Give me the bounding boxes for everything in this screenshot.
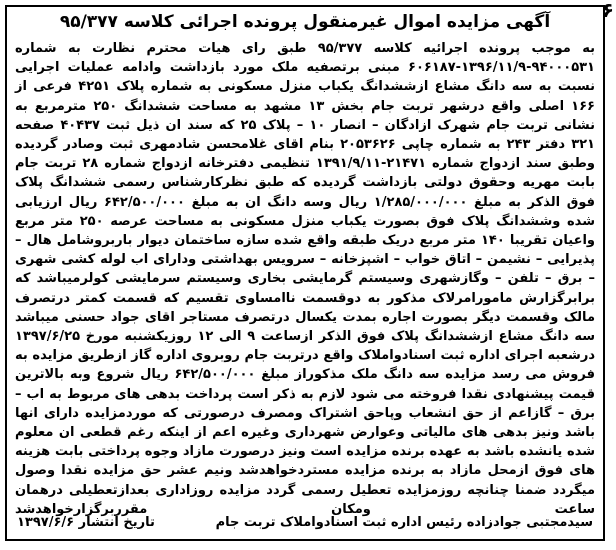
notice-body: به موجب پرونده اجرائیه کلاسه ۹۵/۳۷۷ طبق رای هیات محترم نظارت به شماره ۹۴۰۰۰۵۳۱-۱۳۹۶/۱۱/۹-۶۰۶۱۸۷ مبنی برتصفیه ملک مورد بازداشت وادامه عملیات اجرایی نسبت به سه دانگ مشاع ازششدانگ یکباب منزل مسکونی به شماره پلاک ۴۲۵۱ فرعی از ۱۶۶ اصلی واقع درشهر تربت جام بخش ۱۳ مشهد به مساحت ششدانگ ۲۵۰ مترمربع به نشانی تربت جام شهرک ازادگان – انصار ۱۰ – پلاک ۲۵ که سند ان ذیل ثبت ۴۰۴۳۷ صفحه ۳۲۱ دفتر ۲۴۳ به شماره چاپی ۲۰۵۳۶۲۶ بنام اقای غلامحسن شادمهری ثبت وصادر گردیده وطبق سند ازدواج شماره ۲۱۴۷۱-۱۳۹۱/۹/۱۱ تنظیمی دفترخانه ازدواج شماره ۲۸ تربت جام بابت مهریه وحقوق دولتی بازداشت گردیده که طبق نظرکارشناس رسمی ششدانگ پلاک فوق الذکر به مبلغ ۱/۲۸۵/۰۰۰/۰۰۰ ریال وسه دانگ ان به مبلغ ۶۴۲/۵۰۰/۰۰۰ ریال ارزیابی شده وششدانگ پلاک فوق بصورت یکباب منزل مسکونی به مساحت عرصه ۲۵۰ متر مربع واعیان تقریبا ۱۴۰ متر مربع دریک طبقه واقع شده سازه ساختمان دیوار باربروشامل هال – پذیرایی – نشیمن – اتاق خواب – اشپزخانه – سرویس بهداشتی ودارای اب لوله کشی شهری – برق – تلفن – وگازشهری وسیستم گرمایشی بخاری وسیستم سرمایشی کولرمیباشد که برابرگزارش مامورامرلاک مذکور به دوقسمت ناامساوی تقسیم که قسمت کمتر درتصرف مالک وقسمت دیگر بصورت اجاره بمدت یکسال درتصرف مستاجر اقای جواد حسنی میباشد سه دانگ مشاع ازششدانگ پلاک فوق الذکر ازساعت ۹ الی ۱۲ روزیکشنبه مورخ ۱۳۹۷/۶/۲۵ درشعبه اجرای اداره ثبت اسنادواملاک واقع درتربت جام روبروی اداره گاز ازطریق مزایده به فروش می رسد مزایده سه دانگ ملک مذکوراز مبلغ ۶۴۲/۵۰۰/۰۰۰ ریال شروع وبه بالاترین قیمت پیشنهادی نقدا فروخته می شود لازم به ذکر است پرداخت بدهی های مربوط به اب – برق – گازاعم از حق انشعاب وپاحق اشتراک ومصرف درصورتی که موردمزایده دارای انها باشد ونیز بدهی های مالیاتی وعوارض شهرداری وغیره اعم از اینکه رغم قطعی ان معلوم شده یانشده باشد به عهده برنده مزایده است ونیز درصورت مازاد وجوه پرداختی بابت هزینه های فوق ازمحل مازاد به برنده مزایده مستردخواهدشد ونیم عشر حق مزایده نقدا وصول میگردد ضمنا چنانچه روزمزایده تعطیل رسمی گردد مزایده روزاداری بعدازتعطیلی درهمان ساعت ومکان مقرربرگزارخواهدشد <box>15 41 596 517</box>
notice-frame <box>5 5 605 541</box>
notice-title: آگهی مزایده اموال غیرمنقول پرونده اجرائی کلاسه ۹۵/۳۷۷ <box>59 12 551 32</box>
footer-signature: سیدمجتبی جوادزاده رئیس اداره ثبت اسنادواملاک تربت جام <box>215 515 593 530</box>
corner-mark: ۶ <box>601 0 614 22</box>
notice-footer <box>17 512 593 534</box>
publication-date: تاریخ انتشار ۱۳۹۷/۶/۶ <box>17 515 155 530</box>
